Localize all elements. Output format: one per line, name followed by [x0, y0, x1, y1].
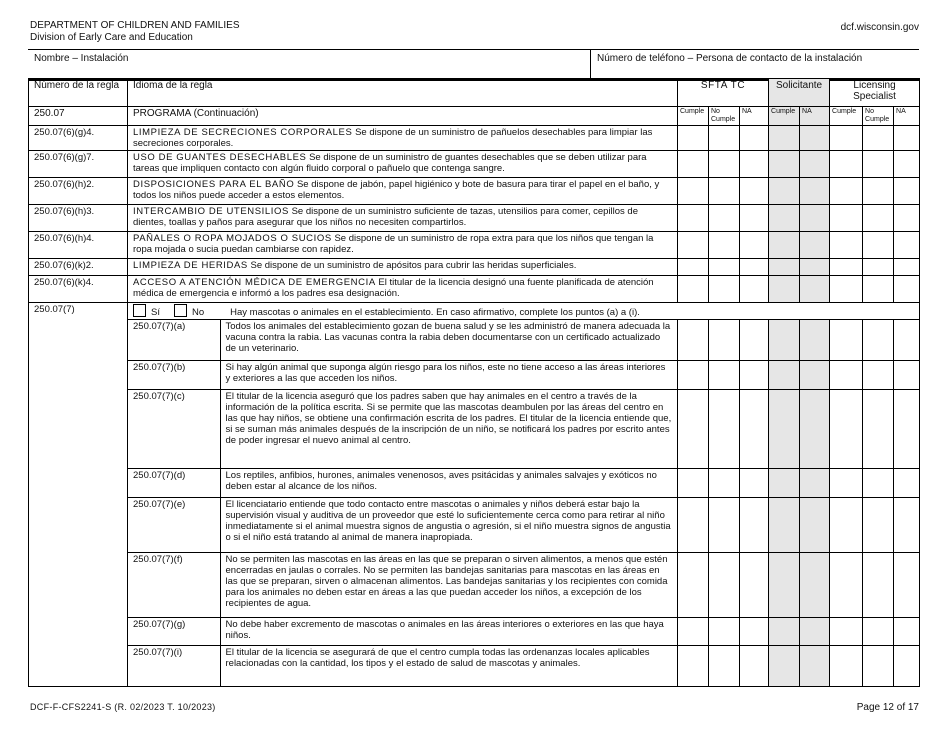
subrule-text: No debe haber excremento de mascotas o animales en las áreas interiores o exteriores en las que haya niños. [225, 619, 664, 641]
rule-description: Se dispone de un suministro de pañuelos desechables para limpiar las secreciones corporales. [133, 127, 653, 149]
compliance-checkbox-cell[interactable] [740, 178, 769, 205]
compliance-checkbox-cell[interactable] [678, 205, 709, 232]
pets-rule-number: 250.07(7) [29, 303, 128, 687]
compliance-checkbox-cell[interactable] [863, 259, 894, 276]
compliance-checkbox-cell[interactable] [800, 469, 830, 498]
compliance-checkbox-cell[interactable] [863, 151, 894, 178]
compliance-checkbox-cell[interactable] [830, 553, 863, 618]
compliance-checkbox-cell[interactable] [800, 276, 830, 303]
compliance-checkbox-cell[interactable] [678, 151, 709, 178]
compliance-checkbox-cell[interactable] [800, 498, 830, 553]
compliance-checkbox-cell[interactable] [769, 205, 800, 232]
pets-subrule-cell [128, 320, 678, 361]
sub-no-cumple: No Cumple [709, 107, 740, 126]
compliance-checkbox-cell[interactable] [894, 390, 920, 469]
rule-text [128, 232, 678, 259]
compliance-checkbox-cell[interactable] [863, 361, 894, 390]
compliance-checkbox-cell[interactable] [800, 553, 830, 618]
rule-heading: PAÑALES O ROPA MOJADOS O SUCIOS [133, 233, 332, 244]
subrule-text: El titular de la licencia aseguró que los padres saben que hay animales en el centro a través de la información de la política escrita. Si se permite que las mascotas deambulen por las áreas del centro en las que hay niños, se obtiene una confirmación escrita de los padres. El titular de la licencia entiende que, si se suman más animales después de la inscripción de un niño, se notificará los padres por escrito antes de poder ingresar el nuevo animal al centro. [225, 391, 672, 446]
compliance-checkbox-cell[interactable] [830, 361, 863, 390]
contact-phone-field[interactable] [591, 50, 919, 79]
rule-text [128, 205, 678, 232]
subrule-number: 250.07(7)(d) [128, 469, 220, 497]
compliance-checkbox-cell[interactable] [709, 469, 740, 498]
compliance-checkbox-cell[interactable] [800, 320, 830, 361]
no-label: No [191, 307, 205, 318]
compliance-checkbox-cell[interactable] [830, 618, 863, 646]
compliance-checkbox-cell[interactable] [894, 276, 920, 303]
rule-number: 250.07(6)(h)4. [29, 232, 128, 259]
subrule-number: 250.07(7)(c) [128, 390, 220, 468]
pets-subrule-cell [128, 553, 678, 618]
compliance-checkbox-cell[interactable] [863, 178, 894, 205]
pets-subrule-cell [128, 390, 678, 469]
compliance-checkbox-cell[interactable] [894, 205, 920, 232]
form-number: DCF-F-CFS2241-S (R. 02/2023 T. 10/2023) [30, 702, 216, 712]
compliance-checkbox-cell[interactable] [678, 259, 709, 276]
compliance-checkbox-cell[interactable] [740, 646, 769, 687]
compliance-checkbox-cell[interactable] [740, 553, 769, 618]
subrule-number: 250.07(7)(f) [128, 553, 220, 617]
compliance-checkbox-cell[interactable] [863, 276, 894, 303]
compliance-checkbox-cell[interactable] [863, 390, 894, 469]
compliance-checkbox-cell[interactable] [709, 276, 740, 303]
compliance-checkbox-cell[interactable] [830, 646, 863, 687]
compliance-checkbox-cell[interactable] [830, 276, 863, 303]
facility-name-label: Nombre – Instalación [34, 53, 129, 64]
compliance-checkbox-cell[interactable] [894, 178, 920, 205]
compliance-checkbox-cell[interactable] [740, 361, 769, 390]
rule-description: Se dispone de un suministro de apósitos para cubrir las heridas superficiales. [250, 260, 577, 271]
compliance-checkbox-cell[interactable] [830, 178, 863, 205]
rule-row [29, 205, 920, 232]
no-checkbox[interactable] [174, 304, 187, 317]
compliance-checkbox-cell[interactable] [740, 232, 769, 259]
pets-subrule-row [29, 553, 920, 618]
compliance-checkbox-cell[interactable] [709, 361, 740, 390]
compliance-checkbox-cell[interactable] [769, 232, 800, 259]
compliance-checkbox-cell[interactable] [830, 232, 863, 259]
page-header [30, 20, 239, 44]
compliance-checkbox-cell[interactable] [769, 126, 800, 151]
rule-row [29, 126, 920, 151]
compliance-checkbox-cell[interactable] [709, 553, 740, 618]
compliance-checkbox-cell[interactable] [800, 618, 830, 646]
facility-info-box [28, 49, 919, 81]
compliance-checkbox-cell[interactable] [678, 498, 709, 553]
pets-subrule-cell [128, 618, 678, 646]
rule-description: El titular de la licencia designó una fuente planificada de atención médica de emergencia e informó a los padres esa designación. [133, 277, 654, 299]
rule-heading: USO DE GUANTES DESECHABLES [133, 152, 307, 163]
rule-description: Se dispone de un suministro de ropa extra para que los niños que tengan la ropa mojada o sucia puedan cambiarse con rapidez. [133, 233, 654, 255]
compliance-checkbox-cell[interactable] [830, 151, 863, 178]
compliance-checkbox-cell[interactable] [678, 469, 709, 498]
rule-text [128, 126, 678, 151]
compliance-checkbox-cell[interactable] [740, 498, 769, 553]
rule-number: 250.07(6)(h)3. [29, 205, 128, 232]
compliance-checkbox-cell[interactable] [709, 178, 740, 205]
rule-row [29, 232, 920, 259]
compliance-checkbox-cell[interactable] [830, 469, 863, 498]
compliance-checkbox-cell[interactable] [769, 320, 800, 361]
compliance-checkbox-cell[interactable] [740, 151, 769, 178]
pets-subrule-cell [128, 361, 678, 390]
compliance-checkbox-cell[interactable] [709, 320, 740, 361]
pets-subrule-row [29, 469, 920, 498]
yes-checkbox[interactable] [133, 304, 146, 317]
compliance-checkbox-cell[interactable] [894, 151, 920, 178]
compliance-checkbox-cell[interactable] [863, 498, 894, 553]
rule-text [128, 276, 678, 303]
compliance-checkbox-cell[interactable] [800, 646, 830, 687]
yes-label: Sí [151, 307, 160, 318]
sub-na: NA [800, 107, 830, 126]
compliance-checkbox-cell[interactable] [769, 276, 800, 303]
subrule-text: Si hay algún animal que suponga algún riesgo para los niños, este no tiene acceso a las áreas interiores y exteriores a las que acceden los niños. [225, 362, 666, 384]
compliance-checkbox-cell[interactable] [740, 320, 769, 361]
compliance-checkbox-cell[interactable] [800, 390, 830, 469]
checklist-table [28, 78, 920, 687]
compliance-checkbox-cell[interactable] [678, 232, 709, 259]
compliance-checkbox-cell[interactable] [894, 361, 920, 390]
pets-subrule-cell [128, 646, 678, 687]
rule-heading: ACCESO A ATENCIÓN MÉDICA DE EMERGENCIA [133, 277, 376, 288]
compliance-checkbox-cell[interactable] [800, 361, 830, 390]
pets-question-text: Hay mascotas o animales en el establecimiento. En caso afirmativo, complete los puntos (a) a (i). [230, 307, 640, 318]
compliance-checkbox-cell[interactable] [800, 178, 830, 205]
compliance-checkbox-cell[interactable] [830, 320, 863, 361]
rule-number: 250.07(6)(k)2. [29, 259, 128, 276]
compliance-checkbox-cell[interactable] [830, 259, 863, 276]
col-licensing: Licensing Specialist [830, 79, 920, 107]
compliance-checkbox-cell[interactable] [894, 259, 920, 276]
contact-phone-label: Número de teléfono – Persona de contacto de la instalación [597, 53, 863, 64]
compliance-checkbox-cell[interactable] [709, 259, 740, 276]
compliance-checkbox-cell[interactable] [863, 232, 894, 259]
facility-name-field[interactable] [28, 50, 591, 79]
compliance-checkbox-cell[interactable] [740, 259, 769, 276]
compliance-checkbox-cell[interactable] [678, 390, 709, 469]
compliance-checkbox-cell[interactable] [678, 618, 709, 646]
compliance-checkbox-cell[interactable] [894, 498, 920, 553]
division-name: Division of Early Care and Education [30, 32, 193, 43]
compliance-checkbox-cell[interactable] [800, 151, 830, 178]
compliance-checkbox-cell[interactable] [709, 151, 740, 178]
compliance-checkbox-cell[interactable] [800, 232, 830, 259]
sub-na: NA [894, 107, 920, 126]
sub-na: NA [740, 107, 769, 126]
subrule-number: 250.07(7)(a) [128, 320, 220, 360]
subrule-text: Los reptiles, anfibios, hurones, animales venenosos, aves psitácidas y animales salvajes y exóticos no deben estar al alcance de los niños. [225, 470, 657, 492]
sub-cumple: Cumple [678, 107, 709, 126]
compliance-checkbox-cell[interactable] [709, 390, 740, 469]
compliance-checkbox-cell[interactable] [863, 205, 894, 232]
compliance-checkbox-cell[interactable] [769, 646, 800, 687]
subrule-text: El titular de la licencia se asegurará de que el centro cumpla todas las ordenanzas locales aplicables relacionadas con la cantidad, los tipos y el estado de salud de mascotas y animales. [225, 647, 650, 669]
pets-subrule-row [29, 320, 920, 361]
compliance-checkbox-cell[interactable] [830, 390, 863, 469]
col-sfta: SFTA TC [678, 79, 769, 107]
rule-number: 250.07(6)(g)4. [29, 126, 128, 151]
compliance-checkbox-cell[interactable] [894, 126, 920, 151]
compliance-checkbox-cell[interactable] [863, 646, 894, 687]
rule-description: Se dispone de un suministro de guantes desechables que se deben utilizar para tareas que impliquen contacto con algún fluido corporal o pañuelo que contenga sangre. [133, 152, 647, 174]
compliance-checkbox-cell[interactable] [769, 259, 800, 276]
compliance-checkbox-cell[interactable] [678, 553, 709, 618]
subrule-text: Todos los animales del establecimiento gozan de buena salud y se les administró de manera adecuada la vacuna contra la rabia. Las vacunas contra la rabia deben documentarse con un certificado actualizado de un veterinario. [225, 321, 671, 354]
sub-cumple: Cumple [830, 107, 863, 126]
subrule-number: 250.07(7)(i) [128, 646, 220, 686]
rule-heading: LIMPIEZA DE HERIDAS [133, 260, 248, 271]
rule-text [128, 151, 678, 178]
compliance-checkbox-cell[interactable] [740, 469, 769, 498]
compliance-checkbox-cell[interactable] [769, 553, 800, 618]
subrule-text: El licenciatario entiende que todo contacto entre mascotas o animales y niños deberá estar bajo la supervisión visual y auditiva de un proveedor que esté lo suficientemente cerca como para retirar al niño inmediatamente si el animal muestra signos de angustia o agresión, si el niño muestra signos de angustia o si el niño está tratando al animal de manera inapropiada. [225, 499, 671, 543]
compliance-checkbox-cell[interactable] [830, 205, 863, 232]
pets-subrule-row [29, 390, 920, 469]
rule-description: Se dispone de jabón, papel higiénico y bote de basura para tirar el papel en el baño, y todos los niños puede acceder a estos elementos. [133, 179, 660, 201]
compliance-checkbox-cell[interactable] [740, 126, 769, 151]
compliance-checkbox-cell[interactable] [769, 178, 800, 205]
compliance-checkbox-cell[interactable] [740, 276, 769, 303]
compliance-checkbox-cell[interactable] [769, 469, 800, 498]
compliance-checkbox-cell[interactable] [863, 320, 894, 361]
pets-subrule-row [29, 618, 920, 646]
compliance-checkbox-cell[interactable] [830, 498, 863, 553]
subrule-text: No se permiten las mascotas en las áreas en las que se preparan o sirven alimentos, a menos que estén encerradas en jaulas o corrales. No se permiten las bandejas sanitarias para mascotas en las áreas en las que se preparan, sirven o almacenan alimentos. Las bandejas sanitarias y los recipientes con comida para los animales no deben estar en áreas a las que puedan acceder los niños, a excepción de los recipientes de agua. [225, 554, 668, 609]
compliance-checkbox-cell[interactable] [678, 126, 709, 151]
compliance-checkbox-cell[interactable] [709, 126, 740, 151]
rule-text [128, 178, 678, 205]
compliance-checkbox-cell[interactable] [800, 126, 830, 151]
compliance-checkbox-cell[interactable] [894, 232, 920, 259]
section-title: PROGRAMA (Continuación) [128, 107, 678, 126]
compliance-checkbox-cell[interactable] [769, 151, 800, 178]
rule-text [128, 259, 678, 276]
compliance-checkbox-cell[interactable] [740, 205, 769, 232]
compliance-checkbox-cell[interactable] [709, 646, 740, 687]
compliance-checkbox-cell[interactable] [894, 320, 920, 361]
compliance-checkbox-cell[interactable] [740, 390, 769, 469]
compliance-checkbox-cell[interactable] [830, 126, 863, 151]
rule-number: 250.07(6)(k)4. [29, 276, 128, 303]
rule-row [29, 276, 920, 303]
sub-cumple: Cumple [769, 107, 800, 126]
compliance-checkbox-cell[interactable] [769, 618, 800, 646]
rule-description: Se dispone de un suministro suficiente de tazas, utensilios para comer, cepillos de dientes, toallas y paños para asegurar que los niños no necesiten compartirlos. [133, 206, 638, 228]
compliance-checkbox-cell[interactable] [800, 205, 830, 232]
compliance-checkbox-cell[interactable] [863, 126, 894, 151]
compliance-checkbox-cell[interactable] [678, 320, 709, 361]
subrule-number: 250.07(7)(b) [128, 361, 220, 389]
compliance-checkbox-cell[interactable] [678, 646, 709, 687]
compliance-checkbox-cell[interactable] [894, 469, 920, 498]
compliance-checkbox-cell[interactable] [678, 361, 709, 390]
rule-number: 250.07(6)(g)7. [29, 151, 128, 178]
rule-row [29, 178, 920, 205]
compliance-checkbox-cell[interactable] [800, 259, 830, 276]
rule-heading: INTERCAMBIO DE UTENSILIOS [133, 206, 289, 217]
pets-subrule-row [29, 498, 920, 553]
col-applicant: Solicitante [769, 79, 830, 107]
pets-subrule-row [29, 646, 920, 687]
compliance-checkbox-cell[interactable] [709, 205, 740, 232]
rule-heading: LIMPIEZA DE SECRECIONES CORPORALES [133, 127, 353, 138]
compliance-checkbox-cell[interactable] [740, 618, 769, 646]
pets-subrule-cell [128, 498, 678, 553]
compliance-checkbox-cell[interactable] [894, 553, 920, 618]
compliance-checkbox-cell[interactable] [863, 469, 894, 498]
compliance-checkbox-cell[interactable] [769, 390, 800, 469]
compliance-checkbox-cell[interactable] [863, 618, 894, 646]
compliance-checkbox-cell[interactable] [678, 178, 709, 205]
pets-question [128, 303, 920, 320]
compliance-checkbox-cell[interactable] [709, 618, 740, 646]
pets-subrule-row [29, 361, 920, 390]
compliance-checkbox-cell[interactable] [894, 618, 920, 646]
compliance-checkbox-cell[interactable] [769, 498, 800, 553]
compliance-checkbox-cell[interactable] [894, 646, 920, 687]
site-url: dcf.wisconsin.gov [840, 22, 919, 33]
col-rule-number: Número de la regla [29, 79, 128, 107]
rule-row [29, 259, 920, 276]
compliance-checkbox-cell[interactable] [709, 498, 740, 553]
page-number: Page 12 of 17 [856, 702, 919, 713]
compliance-checkbox-cell[interactable] [678, 276, 709, 303]
rule-number: 250.07(6)(h)2. [29, 178, 128, 205]
subrule-number: 250.07(7)(g) [128, 618, 220, 645]
section-number: 250.07 [29, 107, 128, 126]
col-rule-language: Idioma de la regla [128, 79, 678, 107]
rule-heading: DISPOSICIONES PARA EL BAÑO [133, 179, 295, 190]
compliance-checkbox-cell[interactable] [769, 361, 800, 390]
pets-question-row [29, 303, 920, 320]
rule-row [29, 151, 920, 178]
subrule-number: 250.07(7)(e) [128, 498, 220, 552]
sub-no-cumple: No Cumple [863, 107, 894, 126]
compliance-checkbox-cell[interactable] [709, 232, 740, 259]
pets-subrule-cell [128, 469, 678, 498]
compliance-checkbox-cell[interactable] [863, 553, 894, 618]
department-name: DEPARTMENT OF CHILDREN AND FAMILIES [30, 20, 240, 31]
